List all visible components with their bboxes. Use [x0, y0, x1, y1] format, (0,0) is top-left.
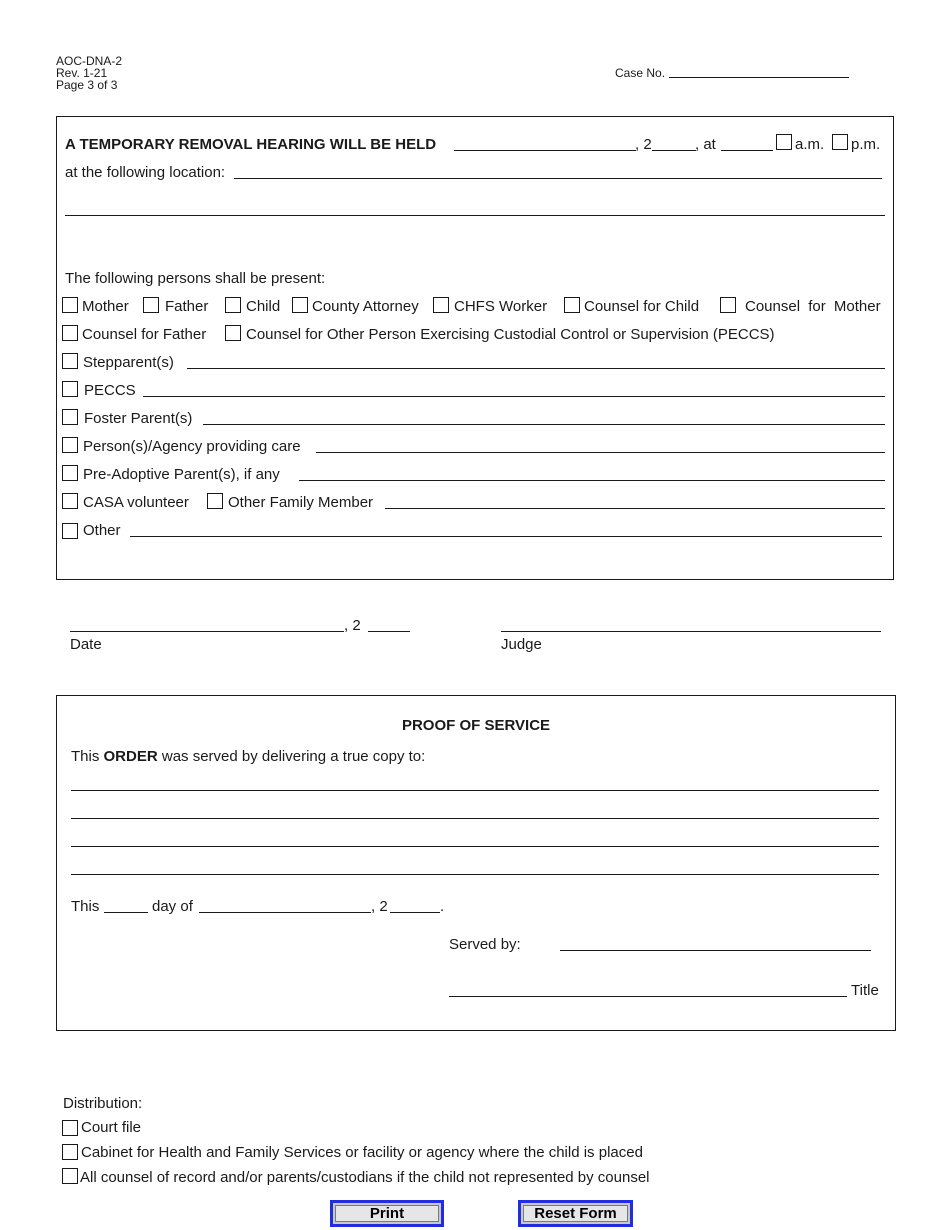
case-no-field[interactable]: [669, 77, 849, 78]
hearing-year-prefix: , 2: [635, 136, 652, 153]
hearing-year-field[interactable]: [652, 150, 696, 151]
agency-care-field[interactable]: [316, 452, 885, 453]
hearing-date-field[interactable]: [454, 150, 636, 151]
casa-checkbox[interactable]: [62, 493, 78, 509]
counsel-mother-label: Counsel for Mother: [745, 298, 881, 315]
distribution-label: Distribution:: [63, 1095, 143, 1112]
other-family-field[interactable]: [385, 508, 885, 509]
counsel-father-checkbox[interactable]: [62, 325, 78, 341]
cabinet-label: Cabinet for Health and Family Services or facility or agency where the child is placed: [81, 1144, 643, 1161]
stepparents-field[interactable]: [187, 368, 885, 369]
location-label: at the following location:: [65, 164, 226, 181]
counsel-child-label: Counsel for Child: [584, 298, 700, 315]
all-counsel-checkbox[interactable]: [62, 1168, 78, 1184]
county-attorney-label: County Attorney: [312, 298, 419, 315]
page-number: Page 3 of 3: [56, 78, 118, 92]
peccs-field[interactable]: [143, 396, 885, 397]
proof-day-field[interactable]: [104, 912, 148, 913]
pre-adoptive-label: Pre-Adoptive Parent(s), if any: [83, 466, 280, 483]
persons-label: The following persons shall be present:: [65, 270, 326, 287]
proof-intro: [71, 749, 425, 764]
served-by-field[interactable]: [560, 950, 871, 951]
judge-signature-field[interactable]: [501, 631, 881, 632]
print-button-label: Print: [335, 1205, 439, 1222]
stepparents-checkbox[interactable]: [62, 353, 78, 369]
father-label: Father: [165, 298, 209, 315]
proof-year-prefix: , 2: [371, 898, 388, 915]
case-no-label: Case No.: [615, 66, 666, 80]
mother-label: Mother: [82, 298, 129, 315]
pre-adoptive-checkbox[interactable]: [62, 465, 78, 481]
other-field[interactable]: [130, 536, 882, 537]
reset-form-button-label: Reset Form: [523, 1205, 628, 1222]
father-checkbox[interactable]: [143, 297, 159, 313]
signature-date-field[interactable]: [70, 631, 344, 632]
agency-care-checkbox[interactable]: [62, 437, 78, 453]
chfs-worker-checkbox[interactable]: [433, 297, 449, 313]
served-by-label: Served by:: [449, 936, 521, 953]
mother-checkbox[interactable]: [62, 297, 78, 313]
pm-checkbox[interactable]: [832, 134, 848, 150]
child-checkbox[interactable]: [225, 297, 241, 313]
hearing-time-field[interactable]: [721, 150, 773, 151]
cabinet-checkbox[interactable]: [62, 1144, 78, 1160]
judge-label: Judge: [501, 636, 542, 653]
peccs-checkbox[interactable]: [62, 381, 78, 397]
foster-parents-checkbox[interactable]: [62, 409, 78, 425]
proof-year-field[interactable]: [390, 912, 440, 913]
served-to-line-3[interactable]: [71, 846, 879, 847]
counsel-peccs-label: Counsel for Other Person Exercising Custodial Control or Supervision (PECCS): [246, 326, 775, 343]
location-field-line-2[interactable]: [65, 215, 885, 216]
form-id: AOC-DNA-2: [56, 54, 123, 68]
other-family-label: Other Family Member: [228, 494, 374, 511]
title-field[interactable]: [449, 996, 847, 997]
title-label: Title: [851, 982, 879, 999]
location-field-line-1[interactable]: [234, 178, 882, 179]
proof-day-of-label: day of: [152, 898, 193, 915]
served-to-line-4[interactable]: [71, 874, 879, 875]
foster-parents-label: Foster Parent(s): [84, 410, 193, 427]
proof-intro-bold: ORDER: [103, 748, 158, 765]
proof-intro-after: was served by delivering a true copy to:: [157, 748, 426, 765]
court-file-label: Court file: [81, 1119, 142, 1136]
other-checkbox[interactable]: [62, 523, 78, 539]
other-label: Other: [83, 522, 121, 539]
served-to-line-2[interactable]: [71, 818, 879, 819]
signature-year-field[interactable]: [368, 631, 410, 632]
counsel-child-checkbox[interactable]: [564, 297, 580, 313]
child-label: Child: [246, 298, 281, 315]
counsel-peccs-checkbox[interactable]: [225, 325, 241, 341]
am-checkbox[interactable]: [776, 134, 792, 150]
proof-title: PROOF OF SERVICE: [401, 717, 551, 734]
peccs-label: PECCS: [84, 382, 136, 399]
proof-this-label: This: [71, 898, 100, 915]
stepparents-label: Stepparent(s): [83, 354, 174, 371]
all-counsel-label: All counsel of record and/or parents/custodians if the child not represented by counsel: [80, 1169, 650, 1186]
hearing-at-label: , at: [695, 136, 716, 153]
reset-form-button[interactable]: [518, 1200, 633, 1227]
print-button[interactable]: [330, 1200, 444, 1227]
counsel-father-label: Counsel for Father: [82, 326, 207, 343]
form-revision: Rev. 1-21: [56, 66, 108, 80]
proof-period: .: [440, 898, 445, 915]
other-family-checkbox[interactable]: [207, 493, 223, 509]
date-label: Date: [70, 636, 102, 653]
pre-adoptive-field[interactable]: [299, 480, 885, 481]
counsel-mother-checkbox[interactable]: [720, 297, 736, 313]
proof-month-field[interactable]: [199, 912, 371, 913]
court-file-checkbox[interactable]: [62, 1120, 78, 1136]
proof-of-service-section: [56, 695, 896, 1031]
chfs-worker-label: CHFS Worker: [454, 298, 548, 315]
county-attorney-checkbox[interactable]: [292, 297, 308, 313]
proof-intro-before: This: [71, 748, 104, 765]
pm-label: p.m.: [851, 136, 881, 153]
agency-care-label: Person(s)/Agency providing care: [83, 438, 301, 455]
hearing-title: A TEMPORARY REMOVAL HEARING WILL BE HELD: [65, 136, 437, 153]
foster-parents-field[interactable]: [203, 424, 885, 425]
am-label: a.m.: [795, 136, 825, 153]
signature-year-prefix: , 2: [344, 617, 361, 634]
served-to-line-1[interactable]: [71, 790, 879, 791]
casa-label: CASA volunteer: [83, 494, 189, 511]
